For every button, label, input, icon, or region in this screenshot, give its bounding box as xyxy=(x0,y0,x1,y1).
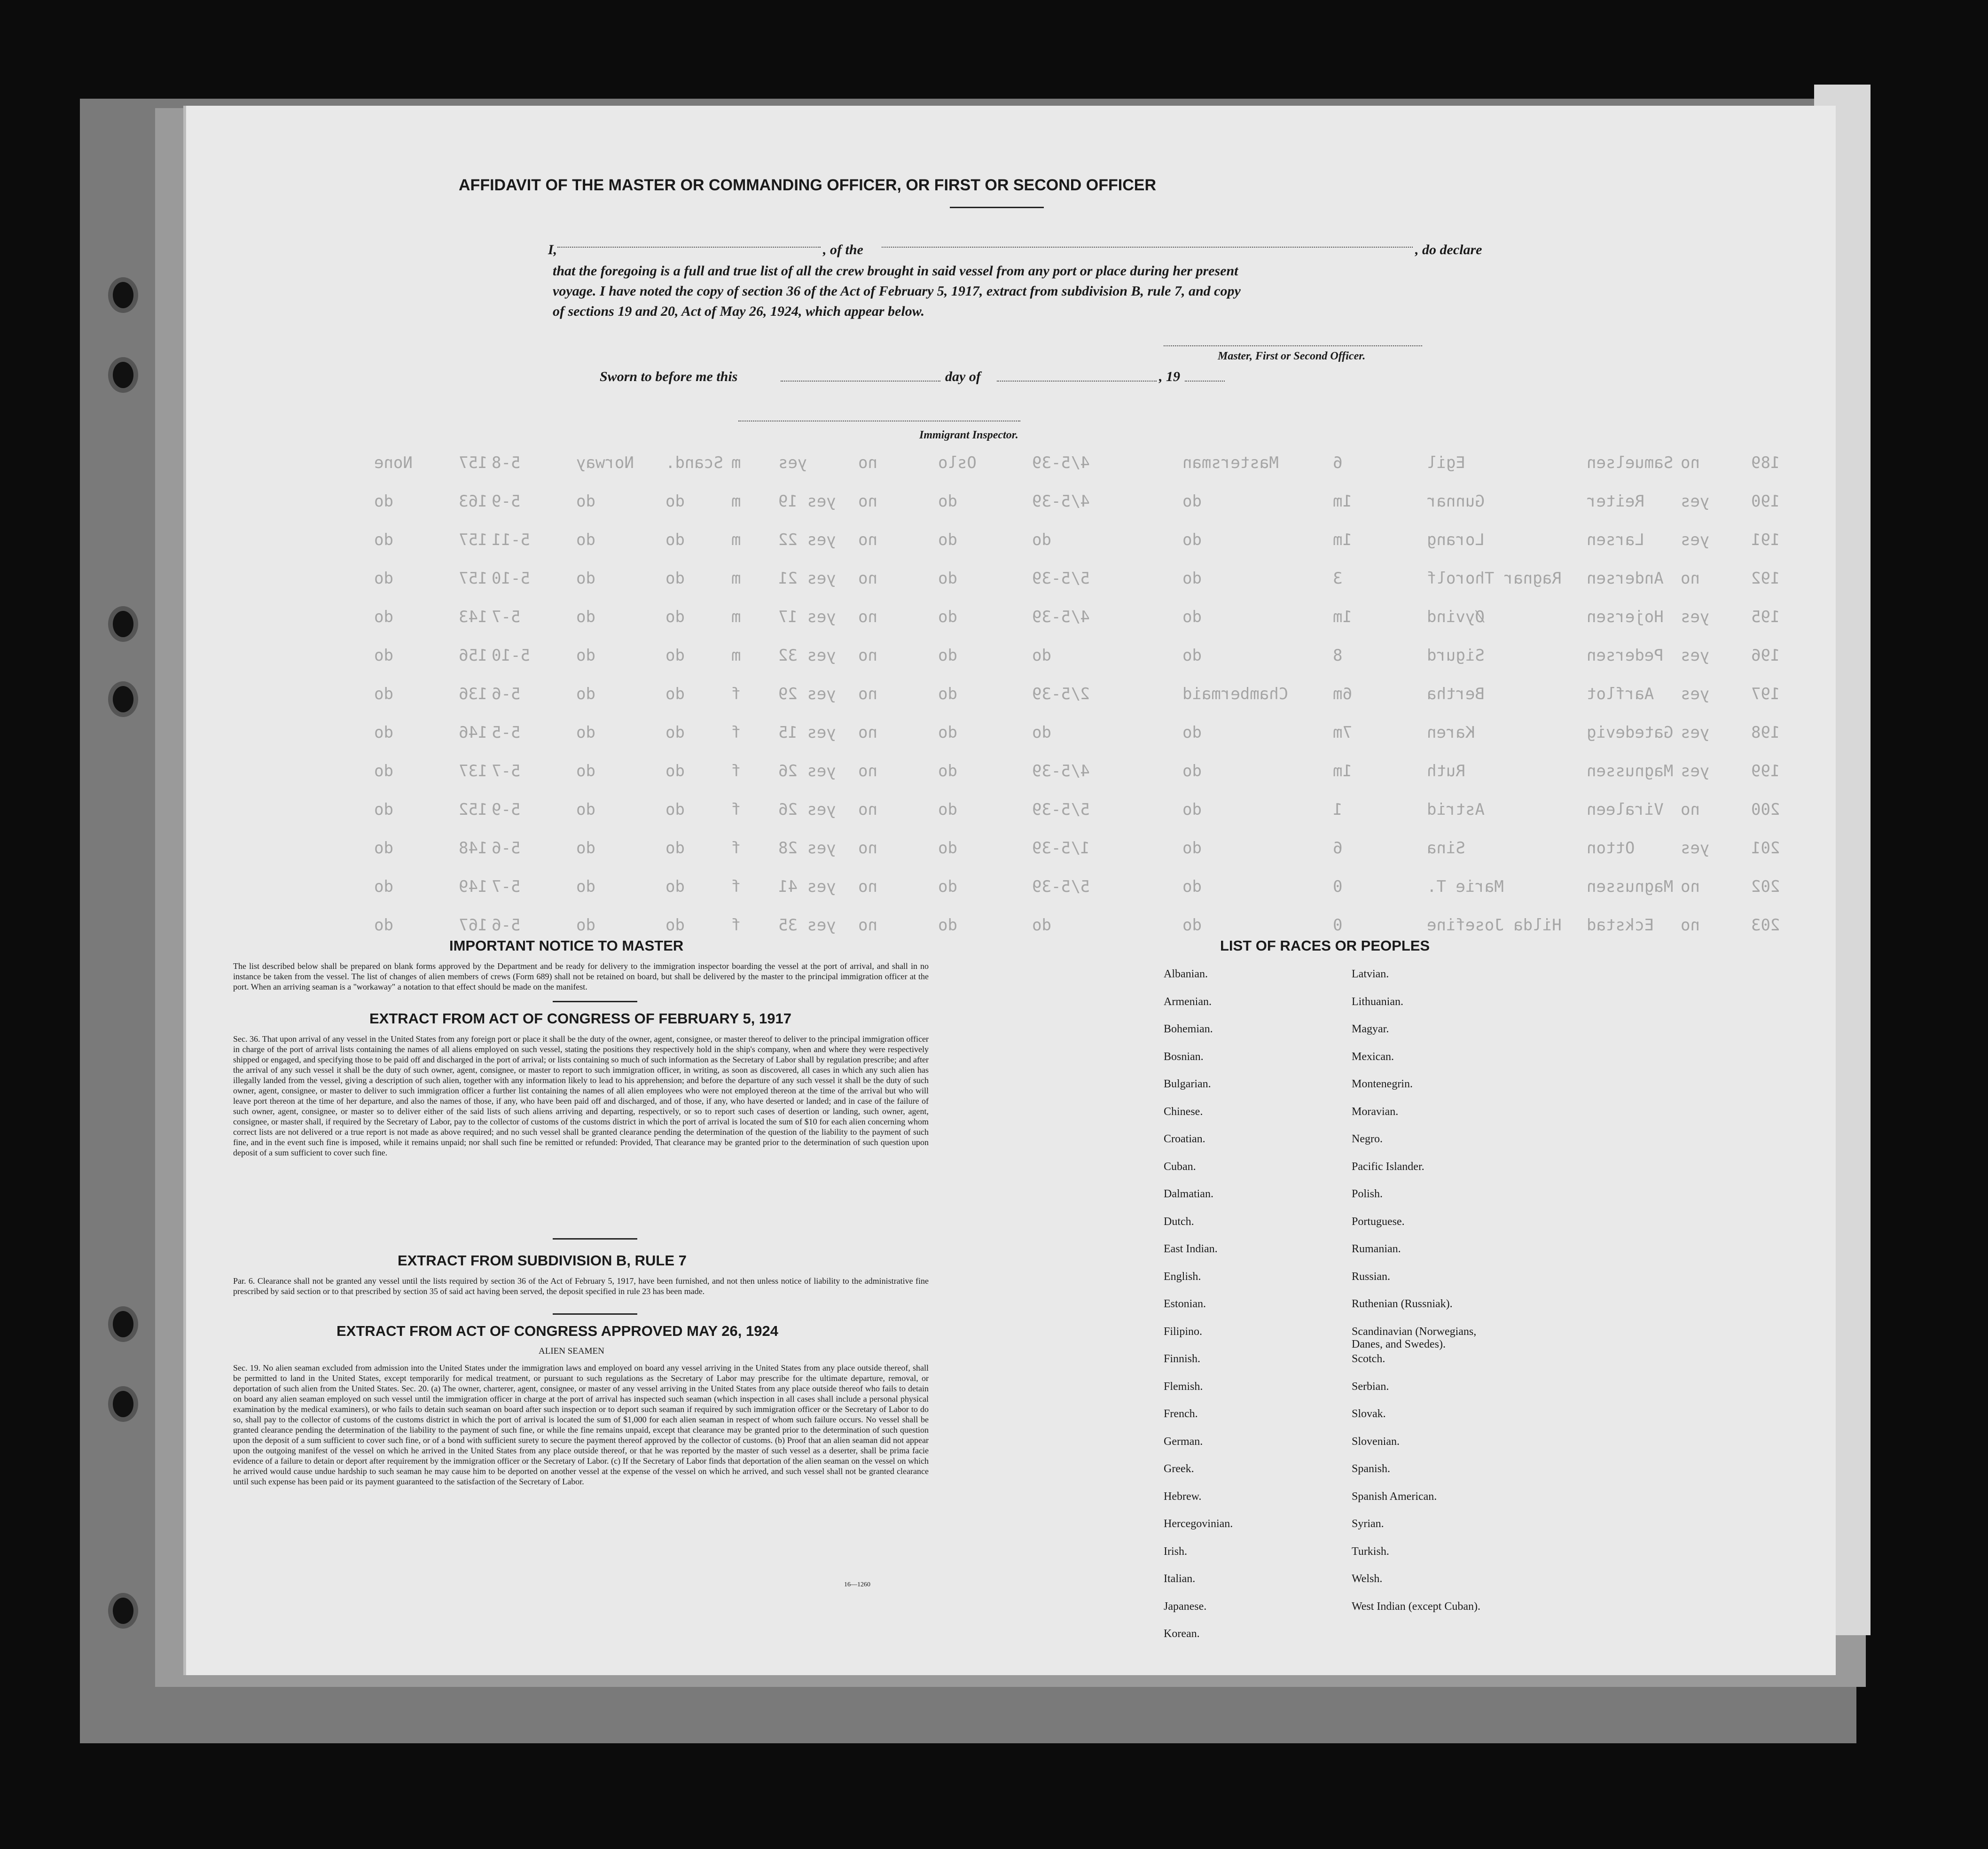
extract-1917-title: EXTRACT FROM ACT OF CONGRESS OF FEBRUARY 5, 1917 xyxy=(369,1010,791,1027)
extract-1924-body: Sec. 19. No alien seaman excluded from admission into the United States under the immigration laws and employed on board any vessel arriving in the United States from any place outside thereof, shall be permitted to land in the United States, except temporarily for medical treatment, or pursuant to such regulations as the Secretary of Labor may prescribe for the ultimate departure, removal, or deportation of such alien from the United States. Sec. 20. (a) The owner, charterer, agent, consignee, or master of any vessel arriving in the United States from any place outside thereof who fails to detain on board any alien seaman employed on such vessel until the immigration officer in charge at the port of arrival has inspected such seaman (which inspection in all cases shall include a personal physical examination by the medical examiners), or who fails to detain such seaman on board after such inspection or to deport such seaman if required by such immigration officer or the Secretary of Labor to do so, shall pay to the collector of customs of the customs district in which the port of arrival is located the sum of $1,000 for each alien seaman in respect of whom such failure occurs. No vessel shall be granted clearance pending the determination of the liability to the payment of such fine, or while the fine remains unpaid, except that clearance may be granted prior to the determination of such question upon the deposit of a sum sufficient to cover such fine, or of a bond with sufficient surety to secure the payment thereof approved by the collector of customs. (b) Proof that an alien seaman did not appear upon the outgoing manifest of the vessel on which he arrived in the United States from any place outside thereof, or that he was reported by the master of such vessel as a deserter, shall be prima facie evidence of a failure to detain or deport after requirement by the immigration officer or the Secretary of Labor. (c) If the Secretary of Labor finds that deportation of the alien seaman on the vessel on which he arrived would cause undue hardship to such seaman he may cause him to be deported on another vessel at the expense of the vessel on which he arrived, and such vessel shall not be granted clearance until such expense has been paid or its payment guaranteed to the satisfaction of the Secretary of Labor. xyxy=(233,1363,929,1486)
bleed-through-cell: 1m xyxy=(1333,531,1352,549)
bleed-through-cell: yes xyxy=(1681,608,1710,626)
sworn-label: Sworn to before me this xyxy=(600,369,738,384)
bleed-through-cell: 1m xyxy=(1333,608,1352,626)
bleed-through-cell: Gatedevig xyxy=(1587,723,1674,742)
day-of-label: day of xyxy=(945,369,981,384)
bleed-through-cell: do xyxy=(665,723,685,742)
bleed-through-cell: no xyxy=(858,531,877,549)
bleed-through-cell: m xyxy=(731,646,741,665)
race-entry: Scotch. xyxy=(1352,1353,1385,1365)
bleed-through-cell: Reiter xyxy=(1587,492,1644,511)
bleed-through-cell: no xyxy=(858,608,877,626)
bleed-through-cell: no xyxy=(1681,800,1700,819)
bleed-through-cell: do xyxy=(1182,877,1202,896)
bleed-through-cell: f xyxy=(731,916,741,935)
title-rule xyxy=(950,207,1044,208)
race-entry: Syrian. xyxy=(1352,1518,1384,1530)
bleed-through-cell: yes 29 xyxy=(778,685,836,703)
race-entry: Spanish American. xyxy=(1352,1490,1437,1503)
bleed-through-cell: no xyxy=(858,492,877,511)
bleed-through-cell: f xyxy=(731,762,741,780)
bleed-through-cell: f xyxy=(731,800,741,819)
race-entry: Armenian. xyxy=(1164,995,1212,1008)
bleed-through-cell: yes xyxy=(1681,839,1710,858)
bleed-through-cell: do xyxy=(665,762,685,780)
bleed-through-cell: do xyxy=(1182,492,1202,511)
race-entry: Japanese. xyxy=(1164,1600,1207,1613)
race-entry: Rumanian. xyxy=(1352,1243,1401,1255)
bleed-through-cell: 1m xyxy=(1333,492,1352,511)
bleed-through-cell: do xyxy=(1182,608,1202,626)
bleed-through-cell: Egil xyxy=(1427,453,1465,472)
bleed-through-cell: Mastersman xyxy=(1182,453,1279,472)
bleed-through-cell: 5-7 xyxy=(492,762,521,780)
notice-body: The list described below shall be prepared on blank forms approved by the Department and be ready for delivery to the immigration inspector boarding the vessel at the port of arrival, and shall in no instance be taken from the vessel. The list of changes of alien members of crews (Form 689) shall not be retained on board, but shall be delivered by the master to the principal immigration officer at the port. When an arriving seaman is a "workaway" a notation to that effect should be made on the manifest. xyxy=(233,961,929,991)
bleed-through-cell: 190 xyxy=(1751,492,1780,511)
race-entry: Portuguese. xyxy=(1352,1215,1405,1228)
bleed-through-cell: m xyxy=(731,569,741,588)
bleed-through-cell: Hilda Josefine xyxy=(1427,916,1562,935)
race-entry: Chinese. xyxy=(1164,1105,1203,1118)
bleed-through-cell: do xyxy=(576,492,595,511)
bleed-through-cell: Scand. xyxy=(665,453,723,472)
bleed-through-cell: 5-6 xyxy=(492,839,521,858)
bleed-through-cell: 198 xyxy=(1751,723,1780,742)
bleed-through-cell: 4/5-39 xyxy=(1032,608,1090,626)
sworn-year-blank[interactable] xyxy=(1185,381,1225,382)
bleed-through-cell: 146 xyxy=(459,723,488,742)
bleed-through-cell: no xyxy=(1681,916,1700,935)
bleed-through-cell: do xyxy=(1182,569,1202,588)
bleed-through-cell: None xyxy=(374,453,413,472)
bleed-through-cell: yes xyxy=(1681,531,1710,549)
bleed-through-cell: do xyxy=(1182,839,1202,858)
bleed-through-cell: do xyxy=(938,646,957,665)
bleed-through-cell: yes 26 xyxy=(778,762,836,780)
race-entry: Polish. xyxy=(1352,1188,1383,1200)
bleed-through-cell: no xyxy=(1681,569,1700,588)
bleed-through-cell: 157 xyxy=(459,531,488,549)
bleed-through-cell: do xyxy=(576,685,595,703)
bleed-through-cell: 0 xyxy=(1333,916,1343,935)
bleed-through-cell: 201 xyxy=(1751,839,1780,858)
bleed-through-cell: Bertha xyxy=(1427,685,1485,703)
bleed-through-cell: f xyxy=(731,877,741,896)
bleed-through-cell: yes 21 xyxy=(778,569,836,588)
races-title: LIST OF RACES OR PEOPLES xyxy=(1220,937,1430,954)
notice-rule xyxy=(553,1001,637,1002)
bleed-through-cell: 5/5-39 xyxy=(1032,569,1090,588)
extract-1924-title: EXTRACT FROM ACT OF CONGRESS APPROVED MAY 26, 1924 xyxy=(337,1323,778,1339)
race-entry: Moravian. xyxy=(1352,1105,1399,1118)
bleed-through-cell: Magnussen xyxy=(1587,877,1674,896)
bleed-through-cell: 3 xyxy=(1333,569,1343,588)
affidavit-line-2: that the foregoing is a full and true list of all the crew brought in said vessel from any port or place during her present xyxy=(553,263,1238,279)
bleed-through-cell: do xyxy=(665,608,685,626)
bleed-through-cell: yes xyxy=(1681,685,1710,703)
bleed-through-cell: Sigurd xyxy=(1427,646,1485,665)
race-entry: Estonian. xyxy=(1164,1298,1206,1310)
race-entry: Finnish. xyxy=(1164,1353,1201,1365)
affidavit-line-4: of sections 19 and 20, Act of May 26, 1924, which appear below. xyxy=(553,304,925,319)
bleed-through-cell: do xyxy=(576,839,595,858)
alien-seamen-subtitle: ALIEN SEAMEN xyxy=(539,1346,604,1356)
bleed-through-cell: do xyxy=(374,762,393,780)
bleed-through-cell: 157 xyxy=(459,569,488,588)
bleed-through-cell: 4/5-39 xyxy=(1032,492,1090,511)
bleed-through-cell: yes 35 xyxy=(778,916,836,935)
bleed-through-cell: Hojersen xyxy=(1587,608,1664,626)
bleed-through-cell: do xyxy=(1182,723,1202,742)
bleed-through-cell: 6 xyxy=(1333,839,1343,858)
bleed-through-cell: do xyxy=(938,839,957,858)
bleed-through-cell: do xyxy=(576,531,595,549)
race-entry: Ruthenian (Russniak). xyxy=(1352,1298,1453,1310)
bleed-through-cell: 5-7 xyxy=(492,608,521,626)
bleed-through-cell: Aarflot xyxy=(1587,685,1654,703)
bleed-through-cell: no xyxy=(858,800,877,819)
bleed-through-cell: do xyxy=(1032,646,1051,665)
bleed-through-cell: do xyxy=(1032,916,1051,935)
bleed-through-cell: 143 xyxy=(459,608,488,626)
bleed-through-cell: Otton xyxy=(1587,839,1635,858)
bleed-through-cell: do xyxy=(938,762,957,780)
bleed-through-cell: 189 xyxy=(1751,453,1780,472)
bleed-through-cell: Karen xyxy=(1427,723,1475,742)
bleed-through-cell: do xyxy=(576,723,595,742)
bleed-through-cell: no xyxy=(1681,877,1700,896)
bleed-through-cell: Larsen xyxy=(1587,531,1644,549)
bleed-through-cell: 1 xyxy=(1333,800,1343,819)
bleed-through-cell: no xyxy=(858,916,877,935)
bleed-through-cell: yes xyxy=(778,453,807,472)
bleed-through-cell: Sina xyxy=(1427,839,1465,858)
bleed-through-cell: 199 xyxy=(1751,762,1780,780)
form-number: 16—1260 xyxy=(844,1581,870,1588)
binder-hole xyxy=(113,282,133,308)
affidavit-title: AFFIDAVIT OF THE MASTER OR COMMANDING OFFICER, OR FIRST OR SECOND OFFICER xyxy=(459,176,1156,194)
bleed-through-cell: do xyxy=(374,685,393,703)
bleed-through-cell: yes 15 xyxy=(778,723,836,742)
bleed-through-cell: 156 xyxy=(459,646,488,665)
bleed-through-cell: do xyxy=(576,800,595,819)
bleed-through-cell: Magnussen xyxy=(1587,762,1674,780)
bleed-through-cell: no xyxy=(858,646,877,665)
race-entry: Scandinavian (Norwegians, Danes, and Swedes). xyxy=(1352,1325,1477,1350)
bleed-through-cell: f xyxy=(731,685,741,703)
race-entry: Turkish. xyxy=(1352,1545,1389,1558)
race-entry: Mexican. xyxy=(1352,1050,1394,1063)
bleed-through-cell: do xyxy=(374,800,393,819)
bleed-through-cell: do xyxy=(374,916,393,935)
race-entry: Pacific Islander. xyxy=(1352,1160,1424,1173)
binder-hole xyxy=(113,686,133,712)
bleed-through-cell: yes 41 xyxy=(778,877,836,896)
binder-hole xyxy=(113,362,133,388)
bleed-through-cell: 191 xyxy=(1751,531,1780,549)
bleed-through-cell: do xyxy=(938,569,957,588)
bleed-through-cell: no xyxy=(858,453,877,472)
bleed-through-cell: do xyxy=(576,569,595,588)
vessel-blank[interactable] xyxy=(882,247,1413,248)
race-entry: Serbian. xyxy=(1352,1380,1389,1393)
bleed-through-cell: do xyxy=(1182,916,1202,935)
bleed-through-cell: Lorang xyxy=(1427,531,1485,549)
bleed-through-cell: 5/5-39 xyxy=(1032,877,1090,896)
bleed-through-cell: 163 xyxy=(459,492,488,511)
bleed-through-cell: do xyxy=(374,608,393,626)
race-entry: Flemish. xyxy=(1164,1380,1203,1393)
race-entry: Welsh. xyxy=(1352,1573,1383,1585)
bleed-through-cell: 195 xyxy=(1751,608,1780,626)
rule-7-rule xyxy=(553,1313,637,1315)
name-blank[interactable] xyxy=(557,247,821,248)
bleed-through-cell: do xyxy=(938,800,957,819)
affidavit-of-the: , of the xyxy=(823,242,863,257)
bleed-through-cell: do xyxy=(1182,762,1202,780)
binder-hole xyxy=(113,1311,133,1337)
race-entry: Hercegovinian. xyxy=(1164,1518,1233,1530)
race-entry: Lithuanian. xyxy=(1352,995,1403,1008)
bleed-through-cell: do xyxy=(665,569,685,588)
bleed-through-cell: 6m xyxy=(1333,685,1352,703)
bleed-through-cell: do xyxy=(938,492,957,511)
bleed-through-cell: do xyxy=(374,646,393,665)
bleed-through-cell: no xyxy=(858,877,877,896)
bleed-through-cell: no xyxy=(858,762,877,780)
binder-hole xyxy=(113,1598,133,1624)
race-entry: Negro. xyxy=(1352,1133,1383,1145)
rule-7-title: EXTRACT FROM SUBDIVISION B, RULE 7 xyxy=(398,1252,687,1269)
bleed-through-cell: do xyxy=(665,531,685,549)
bleed-through-cell: do xyxy=(576,877,595,896)
bleed-through-cell: 196 xyxy=(1751,646,1780,665)
bleed-through-cell: yes xyxy=(1681,646,1710,665)
bleed-through-cell: 0 xyxy=(1333,877,1343,896)
race-entry: Bosnian. xyxy=(1164,1050,1204,1063)
bleed-through-cell: no xyxy=(858,685,877,703)
bleed-through-cell: 5-9 xyxy=(492,800,521,819)
race-entry: Dalmatian. xyxy=(1164,1188,1213,1200)
race-entry: Slovak. xyxy=(1352,1408,1386,1420)
bleed-through-cell: 5/5-39 xyxy=(1032,800,1090,819)
bleed-through-cell: 137 xyxy=(459,762,488,780)
bleed-through-cell: do xyxy=(938,723,957,742)
bleed-through-cell: do xyxy=(665,492,685,511)
bleed-through-cell: Pedersen xyxy=(1587,646,1664,665)
bleed-through-cell: do xyxy=(938,608,957,626)
affidavit-page xyxy=(183,106,1836,1675)
bleed-through-cell: 202 xyxy=(1751,877,1780,896)
bleed-through-cell: yes 17 xyxy=(778,608,836,626)
bleed-through-cell: 8 xyxy=(1333,646,1343,665)
master-signature-line[interactable] xyxy=(1164,345,1422,346)
bleed-through-cell: 148 xyxy=(459,839,488,858)
bleed-through-cell: 4/5-39 xyxy=(1032,762,1090,780)
bleed-through-cell: Andersen xyxy=(1587,569,1664,588)
race-entry: Russian. xyxy=(1352,1270,1391,1283)
race-entry: Bohemian. xyxy=(1164,1023,1213,1035)
bleed-through-cell: 5-5 xyxy=(492,723,521,742)
bleed-through-cell: 167 xyxy=(459,916,488,935)
bleed-through-cell: 197 xyxy=(1751,685,1780,703)
bleed-through-cell: yes 22 xyxy=(778,531,836,549)
bleed-through-cell: f xyxy=(731,839,741,858)
bleed-through-cell: 5-11 xyxy=(492,531,530,549)
race-entry: Cuban. xyxy=(1164,1160,1196,1173)
bleed-through-cell: Samuelsen xyxy=(1587,453,1674,472)
bleed-through-cell: do xyxy=(374,531,393,549)
bleed-through-cell: 1m xyxy=(1333,762,1352,780)
bleed-through-cell: yes 19 xyxy=(778,492,836,511)
bleed-through-cell: do xyxy=(665,916,685,935)
race-entry: Irish. xyxy=(1164,1545,1187,1558)
bleed-through-cell: yes xyxy=(1681,723,1710,742)
bleed-through-cell: do xyxy=(374,839,393,858)
bleed-through-cell: 152 xyxy=(459,800,488,819)
bleed-through-cell: 5-10 xyxy=(492,646,530,665)
bleed-through-cell: do xyxy=(938,685,957,703)
bleed-through-cell: 5-7 xyxy=(492,877,521,896)
bleed-through-cell: 5-9 xyxy=(492,492,521,511)
bleed-through-cell: do xyxy=(665,877,685,896)
bleed-through-cell: m xyxy=(731,453,741,472)
bleed-through-cell: 7m xyxy=(1333,723,1352,742)
notice-title: IMPORTANT NOTICE TO MASTER xyxy=(449,937,684,954)
race-entry: Filipino. xyxy=(1164,1325,1203,1338)
bleed-through-cell: do xyxy=(1182,646,1202,665)
sworn-day-blank[interactable] xyxy=(781,381,940,382)
race-entry: Greek. xyxy=(1164,1463,1194,1475)
bleed-through-cell: m xyxy=(731,608,741,626)
bleed-through-cell: m xyxy=(731,492,741,511)
race-entry: Croatian. xyxy=(1164,1133,1205,1145)
bleed-through-cell: Astrid xyxy=(1427,800,1485,819)
bleed-through-cell: no xyxy=(1681,453,1700,472)
bleed-through-cell: do xyxy=(576,646,595,665)
bleed-through-cell: do xyxy=(938,877,957,896)
race-entry: Magyar. xyxy=(1352,1023,1389,1035)
bleed-through-cell: m xyxy=(731,531,741,549)
race-entry: Latvian. xyxy=(1352,968,1389,980)
race-entry: East Indian. xyxy=(1164,1243,1218,1255)
master-signature-label: Master, First or Second Officer. xyxy=(1218,350,1366,362)
bleed-through-cell: do xyxy=(576,762,595,780)
race-entry: Bulgarian. xyxy=(1164,1078,1211,1090)
bleed-through-cell: 6 xyxy=(1333,453,1343,472)
affidavit-line-3: voyage. I have noted the copy of section 36 of the Act of February 5, 1917, extract from subdivision B, rule 7, and copy xyxy=(553,283,1241,299)
bleed-through-cell: 5-6 xyxy=(492,916,521,935)
bleed-through-cell: Norway xyxy=(576,453,634,472)
race-entry: Montenegrin. xyxy=(1352,1078,1413,1090)
binder-hole xyxy=(113,611,133,637)
bleed-through-cell: do xyxy=(1032,723,1051,742)
bleed-through-cell: Gunnar xyxy=(1427,492,1485,511)
bleed-through-cell: Oslo xyxy=(938,453,977,472)
bleed-through-cell: 4/5-39 xyxy=(1032,453,1090,472)
bleed-through-cell: Ruth xyxy=(1427,762,1465,780)
bleed-through-cell: yes xyxy=(1681,762,1710,780)
race-entry: German. xyxy=(1164,1435,1203,1448)
sworn-month-blank[interactable] xyxy=(997,381,1157,382)
bleed-through-cell: do xyxy=(665,685,685,703)
bleed-through-cell: do xyxy=(1182,531,1202,549)
bleed-through-cell: do xyxy=(374,723,393,742)
bleed-through-cell: 5-10 xyxy=(492,569,530,588)
bleed-through-cell: 5-6 xyxy=(492,685,521,703)
inspector-signature-label: Immigrant Inspector. xyxy=(919,429,1018,441)
race-entry: Hebrew. xyxy=(1164,1490,1202,1503)
bleed-through-cell: 149 xyxy=(459,877,488,896)
bleed-through-cell: no xyxy=(858,569,877,588)
bleed-through-cell: f xyxy=(731,723,741,742)
bleed-through-cell: Marie T. xyxy=(1427,877,1504,896)
bleed-through-cell: 192 xyxy=(1751,569,1780,588)
year-label: , 19 xyxy=(1159,369,1180,384)
bleed-through-cell: no xyxy=(858,723,877,742)
race-entry: Italian. xyxy=(1164,1573,1196,1585)
bleed-through-cell: do xyxy=(1032,531,1051,549)
bleed-through-cell: 5-8 xyxy=(492,453,521,472)
bleed-through-cell: do xyxy=(665,839,685,858)
bleed-through-cell: 200 xyxy=(1751,800,1780,819)
bleed-through-cell: 203 xyxy=(1751,916,1780,935)
bleed-through-cell: do xyxy=(576,608,595,626)
race-entry: Albanian. xyxy=(1164,968,1208,980)
extract-1917-rule xyxy=(553,1238,637,1240)
race-entry: Dutch. xyxy=(1164,1215,1194,1228)
bleed-through-cell: yes 28 xyxy=(778,839,836,858)
bleed-through-cell: yes 26 xyxy=(778,800,836,819)
bleed-through-cell: do xyxy=(374,492,393,511)
bleed-through-cell: do xyxy=(665,800,685,819)
bleed-through-cell: do xyxy=(374,877,393,896)
bleed-through-cell: 2/5-39 xyxy=(1032,685,1090,703)
bleed-through-cell: Øyvind xyxy=(1427,608,1485,626)
race-entry: Spanish. xyxy=(1352,1463,1391,1475)
rule-7-body: Par. 6. Clearance shall not be granted any vessel until the lists required by section 36 of the Act of February 5, 1917, have been furnished, and not then unless notice of liability to the administrative fine prescribed by said section or to that prescribed by section 35 of said act having been served, the deposit specified in rule 23 has been made. xyxy=(233,1276,929,1296)
bleed-through-cell: 157 xyxy=(459,453,488,472)
binder-hole xyxy=(113,1391,133,1417)
bleed-through-cell: do xyxy=(938,531,957,549)
bleed-through-cell: yes 32 xyxy=(778,646,836,665)
affidavit-declare: , do declare xyxy=(1415,242,1482,257)
race-entry: French. xyxy=(1164,1408,1198,1420)
extract-1917-body: Sec. 36. That upon arrival of any vessel in the United States from any foreign port or place it shall be the duty of the owner, agent, consignee, or master thereof to deliver to the principal immigration officer in charge of the port of arrival lists containing the names of all aliens employed on such vessel, stating the positions they respectively hold in the ship's company, when and where they were respectively shipped or engaged, and specifying those to be paid off and discharged in the port of arrival; or lists containing so much of such information as the Secretary of Labor shall by regulation prescribe; and after the arrival of any such vessel it shall be the duty of such owner, agent, consignee, or master to report to such immigration officer, in writing, as soon as discovered, all cases in which any such alien has illegally landed from the vessel, giving a description of such alien, together with any information likely to lead to his apprehension; and before the departure of any such vessel it shall be the duty of such owner, agent, consignee, or master to deliver to such immigration officer a further list containing the names of all alien employees who were not employed thereon at the time of the arrival but who will leave port thereon at the time of her departure, and also the names of those, if any, who have been paid off and discharged, and of those, if any, who have deserted or landed; and in case of the failure of such owner, agent, consignee, or master so to deliver either of the said lists of such aliens arriving and departing, respectively, or so to report such cases of desertion or landing, such owner, agent, consignee, or master shall, if required by the Secretary of Labor, pay to the collector of customs of the customs district in which the port of arrival is located the sum of $10 for each alien concerning whom correct lists are not delivered or a true report is not made as above required; and no such vessel shall be granted clearance pending the determination of the question of the liability to the payment of such fine, and in the event such fine is imposed, while it remains unpaid; nor shall such fine be remitted or refunded: Provided, That clearance may be granted prior to the determination of such question upon deposit of a sum sufficient to cover such fine. xyxy=(233,1034,929,1157)
bleed-through-cell: Eckstad xyxy=(1587,916,1654,935)
race-entry: West Indian (except Cuban). xyxy=(1352,1600,1480,1613)
bleed-through-cell: yes xyxy=(1681,492,1710,511)
bleed-through-cell: 136 xyxy=(459,685,488,703)
affidavit-i: I, xyxy=(548,242,557,257)
race-entry: Korean. xyxy=(1164,1628,1200,1640)
bleed-through-cell: Ragnar Thorolf xyxy=(1427,569,1562,588)
bleed-through-cell: do xyxy=(938,916,957,935)
race-entry: English. xyxy=(1164,1270,1201,1283)
bleed-through-cell: do xyxy=(374,569,393,588)
bleed-through-cell: do xyxy=(665,646,685,665)
bleed-through-cell: Chambermaid xyxy=(1182,685,1289,703)
bleed-through-cell: 1/5-39 xyxy=(1032,839,1090,858)
bleed-through-cell: Viraleen xyxy=(1587,800,1664,819)
race-entry: Slovenian. xyxy=(1352,1435,1400,1448)
bleed-through-cell: do xyxy=(1182,800,1202,819)
bleed-through-cell: do xyxy=(576,916,595,935)
bleed-through-cell: no xyxy=(858,839,877,858)
